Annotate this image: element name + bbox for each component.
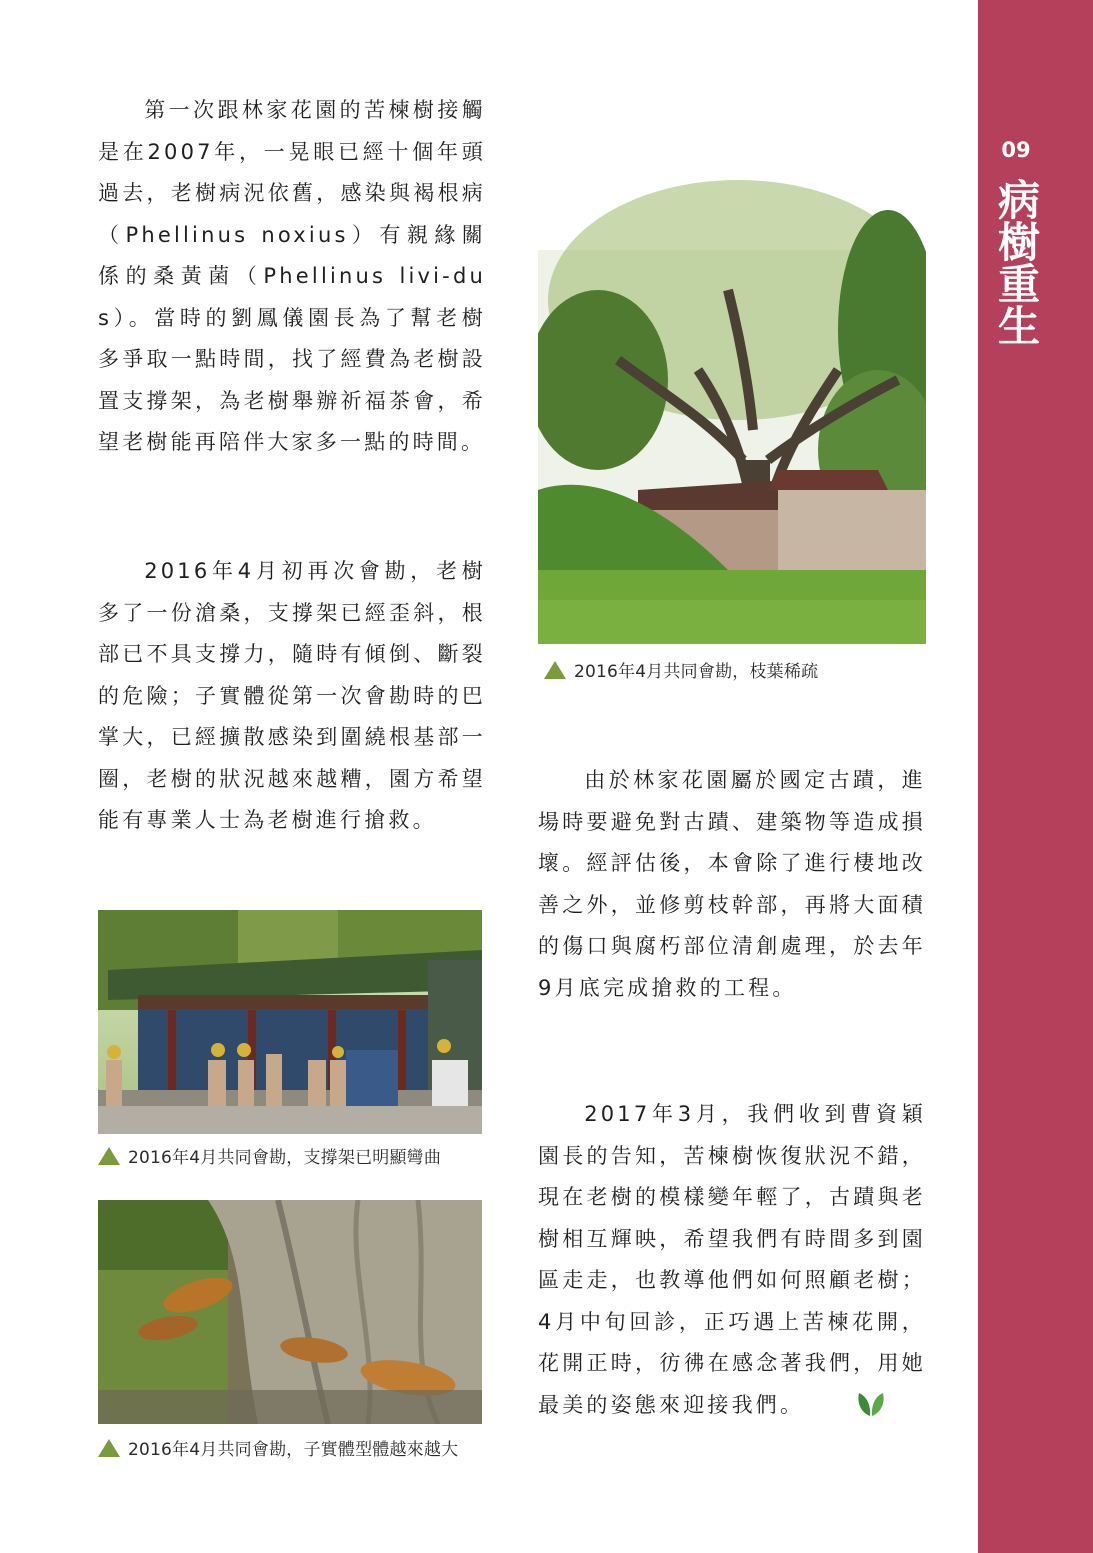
triangle-icon: [98, 1147, 120, 1165]
recovery-text: 2017年3月，我們收到曹資穎園長的告知，苦楝樹恢復狀況不錯，現在老樹的模樣變年輕了，古蹟與老樹相互輝映，希望我們有時間多到園區走走，也教導他們如何照顧老樹；4月中旬回診，正巧遇上苦楝花開，花開正時，彷彿在感念著我們，用她最美的姿態來迎接我們。: [538, 1102, 926, 1417]
recovery-paragraph: [538, 1094, 926, 1432]
rescue-paragraph: 由於林家花園屬於國定古蹟，進場時要避免對古蹟、建築物等造成損壞。經評估後，本會除了進行棲地改善之外，並修剪枝幹部，再將大面積的傷口與腐朽部位清創處理，於去年9月底完成搶救的工程。: [538, 768, 926, 1000]
fungus-photo: [98, 1200, 482, 1424]
caption-text: 2016年4月共同會勘，支撐架已明顯彎曲: [128, 1148, 442, 1168]
chapter-number: 09: [1001, 138, 1031, 162]
triangle-icon: [98, 1439, 120, 1457]
triangle-icon: [544, 661, 566, 679]
leaf-icon: [810, 1390, 886, 1433]
caption-text: 2016年4月共同會勘，子實體型體越來越大: [128, 1440, 459, 1460]
site-inspection-caption: [98, 1146, 441, 1170]
chapter-sidebar: [978, 0, 1093, 1553]
tree-photo: [538, 130, 926, 644]
site-inspection-photo: [98, 910, 482, 1134]
inspection-paragraph: 2016年4月初再次會勘，老樹多了一份滄桑，支撐架已經歪斜，根部已不具支撐力，隨時有傾倒、斷裂的危險；子實體從第一次會勘時的巴掌大，已經擴散感染到圍繞根基部一圈，老樹的狀況越來越糟，園方希望能有專業人士為老樹進行搶救。: [98, 559, 486, 832]
fungus-image: [98, 1200, 482, 1424]
site-inspection-image: [98, 910, 482, 1134]
intro-paragraph: 第一次跟林家花園的苦楝樹接觸是在2007年，一晃眼已經十個年頭過去，老樹病況依舊，感染與褐根病（Phellinus noxius）有親緣關係的桑黃菌（Phellinus livi-dus）。當時的劉鳳儀園長為了幫老樹多爭取一點時間，找了經費為老樹設置支撐架，為老樹舉辦祈福茶會，希望老樹能再陪伴大家多一點的時間。: [98, 98, 486, 454]
tree-image: [538, 130, 926, 644]
caption-text: 2016年4月共同會勘，枝葉稀疏: [574, 662, 819, 682]
chapter-title-wrap: [978, 178, 1054, 346]
tree-caption: [544, 660, 818, 684]
fungus-caption: [98, 1438, 458, 1462]
chapter-title: 病樹重生: [992, 178, 1041, 346]
leaf-icon-svg: [856, 1390, 886, 1418]
